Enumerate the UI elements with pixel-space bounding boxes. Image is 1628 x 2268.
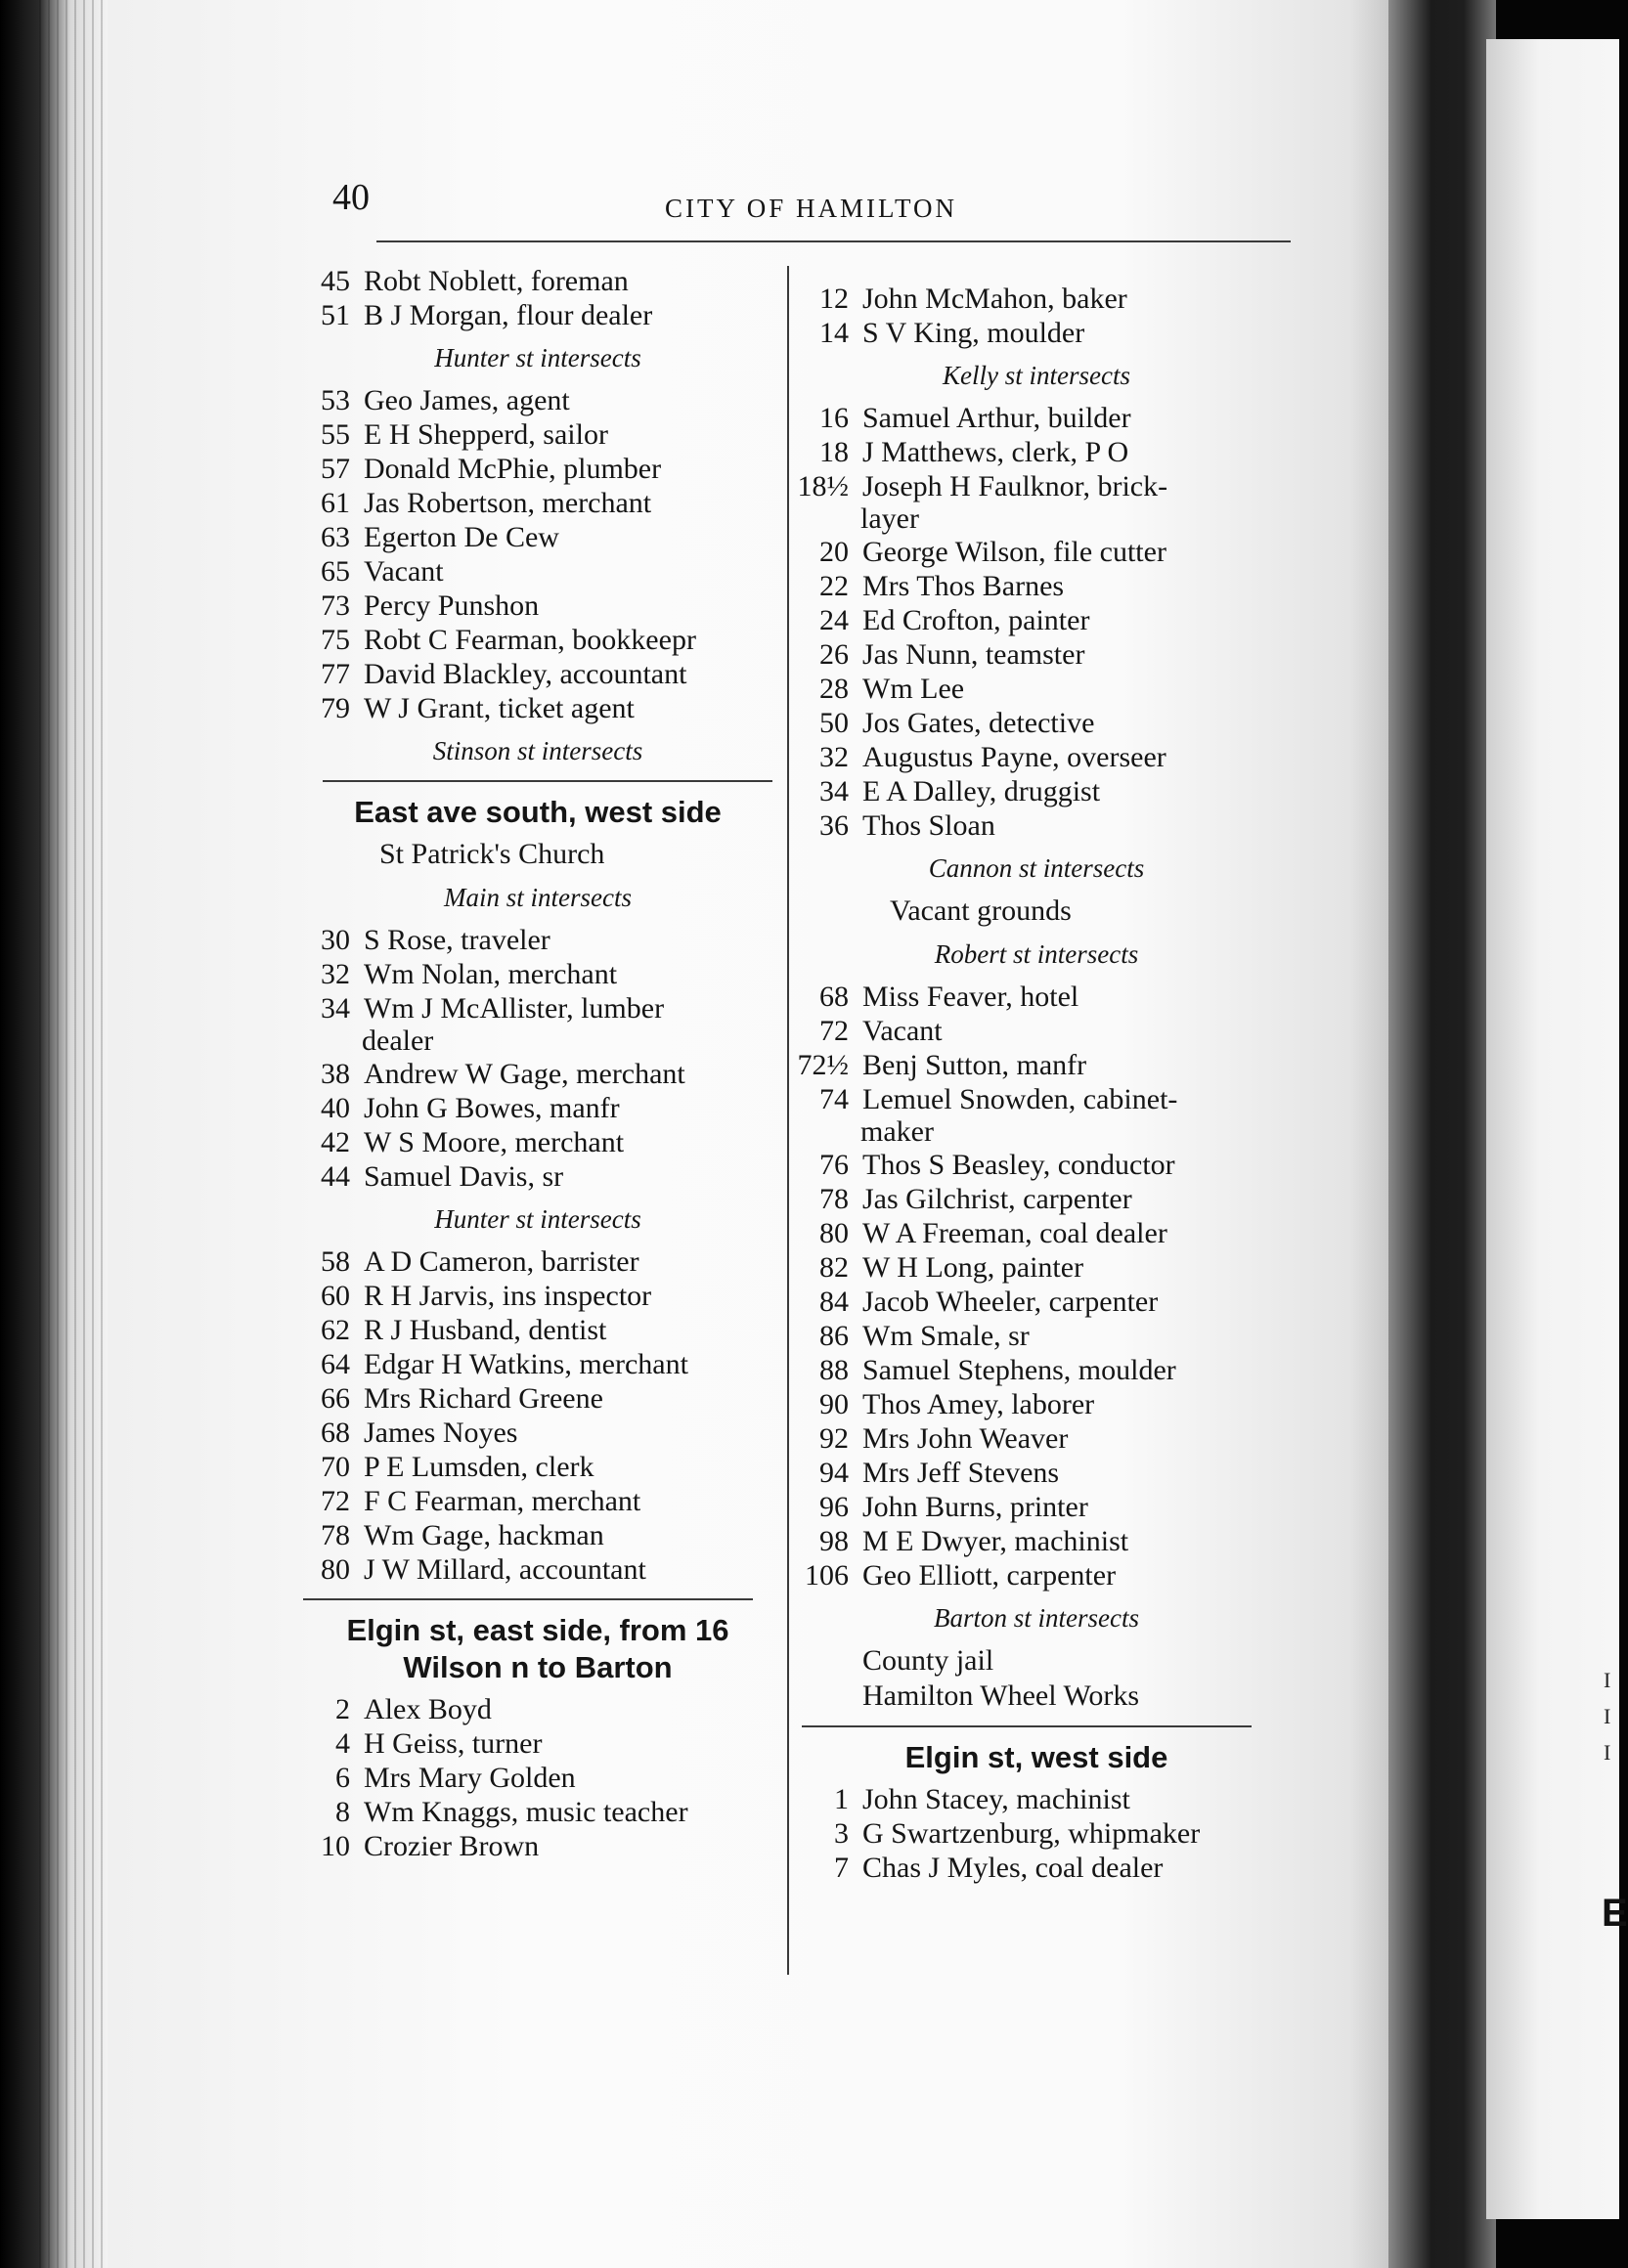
resident-name: Edgar H Watkins, merchant <box>364 1348 688 1380</box>
entry-list <box>293 1692 782 1863</box>
house-number: 78 <box>321 1519 350 1551</box>
section-heading: Elgin st, east side, from 16 <box>346 1613 729 1647</box>
directory-entry <box>293 1450 782 1484</box>
resident-name: Jos Gates, detective <box>862 707 1095 739</box>
entry-continuation: layer <box>860 502 919 535</box>
directory-entry <box>293 1313 782 1347</box>
intersects-note: Cannon st intersects <box>928 853 1145 883</box>
right-column <box>792 282 1281 1885</box>
house-number: 60 <box>321 1280 350 1312</box>
house-number: 58 <box>321 1245 350 1278</box>
directory-entry <box>792 316 1281 350</box>
resident-name: Thos S Beasley, conductor <box>862 1149 1175 1181</box>
resident-name: R J Husband, dentist <box>364 1314 607 1346</box>
resident-name: Miss Feaver, hotel <box>862 981 1079 1013</box>
directory-entry <box>293 1279 782 1313</box>
directory-entry <box>293 383 782 417</box>
section-heading: East ave south, west side <box>354 795 722 829</box>
resident-name: John McMahon, baker <box>862 283 1127 315</box>
directory-entry <box>792 1182 1281 1216</box>
directory-entry <box>293 1159 782 1194</box>
house-number: 30 <box>321 924 350 956</box>
directory-entry <box>293 486 782 520</box>
resident-name: Wm Knaggs, music teacher <box>364 1796 688 1828</box>
directory-entry <box>792 469 1281 503</box>
directory-entry <box>293 417 782 452</box>
house-number: 51 <box>321 299 350 331</box>
entry-list <box>792 1782 1281 1885</box>
resident-name: Samuel Davis, sr <box>364 1160 564 1193</box>
resident-name: W H Long, painter <box>862 1251 1084 1284</box>
house-number: 62 <box>321 1314 350 1346</box>
directory-entry <box>293 264 782 298</box>
resident-name: Vacant <box>364 555 444 588</box>
directory-entry <box>293 1692 782 1726</box>
column-divider <box>787 266 789 1975</box>
resident-name: Joseph H Faulknor, brick- <box>862 470 1168 502</box>
directory-entry <box>792 1014 1281 1048</box>
house-number: 4 <box>335 1727 350 1760</box>
resident-name: S V King, moulder <box>862 317 1085 349</box>
house-number: 78 <box>819 1183 849 1215</box>
resident-name: Mrs Richard Greene <box>364 1382 603 1415</box>
facing-page-fragment: I I I <box>1604 1668 1611 1765</box>
house-number: 2 <box>335 1693 350 1725</box>
entry-list <box>293 1244 782 1587</box>
resident-name: Robt Noblett, foreman <box>364 265 629 297</box>
house-number: 80 <box>321 1553 350 1586</box>
directory-entry <box>293 520 782 554</box>
resident-name: J W Millard, accountant <box>364 1553 646 1586</box>
intersects-note: Hunter st intersects <box>434 343 641 372</box>
house-number: 3 <box>834 1817 849 1850</box>
directory-entry <box>792 1782 1281 1816</box>
directory-entry <box>792 1851 1281 1885</box>
intersects-note: Barton st intersects <box>934 1603 1139 1633</box>
house-number: 70 <box>321 1451 350 1483</box>
resident-name: Jas Robertson, merchant <box>364 487 652 519</box>
directory-entry <box>792 706 1281 740</box>
resident-name: Mrs Jeff Stevens <box>862 1457 1060 1489</box>
vacant-grounds-line: Vacant grounds <box>890 894 1072 927</box>
house-number: 92 <box>819 1422 849 1455</box>
house-number: 68 <box>819 981 849 1013</box>
resident-name: S Rose, traveler <box>364 924 550 956</box>
church-line: St Patrick's Church <box>379 838 605 870</box>
resident-name: Wm Smale, sr <box>862 1320 1030 1352</box>
house-number: 14 <box>819 317 849 349</box>
directory-entry <box>293 1484 782 1518</box>
resident-name: John G Bowes, manfr <box>364 1092 620 1124</box>
page-number: 40 <box>332 177 370 218</box>
section-rule <box>802 1725 1252 1727</box>
resident-name: R H Jarvis, ins inspector <box>364 1280 652 1312</box>
resident-name: James Noyes <box>364 1417 518 1449</box>
directory-entry <box>792 1456 1281 1490</box>
house-number: 53 <box>321 384 350 416</box>
resident-name: Thos Sloan <box>862 809 995 842</box>
county-jail-line: County jail <box>862 1644 994 1677</box>
directory-entry <box>293 957 782 991</box>
directory-entry <box>293 452 782 486</box>
entry-continuation: maker <box>860 1115 934 1148</box>
intersects-note: Main st intersects <box>444 883 632 912</box>
house-number: 74 <box>819 1083 849 1115</box>
directory-entry <box>792 672 1281 706</box>
resident-name: Andrew W Gage, merchant <box>364 1058 685 1090</box>
resident-name: A D Cameron, barrister <box>364 1245 639 1278</box>
directory-entry <box>792 603 1281 637</box>
directory-entry <box>293 1347 782 1381</box>
directory-entry <box>792 637 1281 672</box>
resident-name: Geo Elliott, carpenter <box>862 1559 1117 1592</box>
directory-entry <box>792 1250 1281 1285</box>
resident-name: Augustus Payne, overseer <box>862 741 1166 773</box>
directory-entry <box>293 1244 782 1279</box>
resident-name: P E Lumsden, clerk <box>364 1451 594 1483</box>
entry-list <box>293 264 782 332</box>
intersects-note: Stinson st intersects <box>432 736 643 765</box>
house-number: 55 <box>321 418 350 451</box>
resident-name: Samuel Arthur, builder <box>862 402 1131 434</box>
resident-name: Mrs John Weaver <box>862 1422 1069 1455</box>
facing-page-edge <box>1486 39 1619 2219</box>
house-number: 12 <box>819 283 849 315</box>
directory-entry <box>792 1216 1281 1250</box>
directory-entry <box>293 1381 782 1416</box>
directory-entry <box>792 1285 1281 1319</box>
resident-name: Jas Nunn, teamster <box>862 638 1085 671</box>
house-number: 10 <box>321 1830 350 1862</box>
house-number: 79 <box>321 692 350 724</box>
house-number: 72 <box>321 1485 350 1517</box>
house-number: 50 <box>819 707 849 739</box>
resident-name: W S Moore, merchant <box>364 1126 625 1158</box>
house-number: 90 <box>819 1388 849 1420</box>
resident-name: Mrs Thos Barnes <box>862 570 1065 602</box>
directory-entry <box>293 1552 782 1587</box>
house-number: 18 <box>819 436 849 468</box>
entry-list <box>792 401 1281 843</box>
entry-continuation: dealer <box>362 1025 434 1057</box>
house-number: 64 <box>321 1348 350 1380</box>
house-number: 32 <box>819 741 849 773</box>
page-header <box>328 176 1012 235</box>
directory-entry <box>293 623 782 657</box>
resident-name: M E Dwyer, machinist <box>862 1525 1129 1557</box>
directory-entry <box>293 691 782 725</box>
house-number: 44 <box>321 1160 350 1193</box>
house-number: 1 <box>834 1783 849 1815</box>
directory-entry <box>792 1319 1281 1353</box>
house-number: 61 <box>321 487 350 519</box>
book-gutter <box>1388 0 1496 2268</box>
resident-name: Samuel Stephens, moulder <box>862 1354 1176 1386</box>
header-rule <box>376 240 1291 242</box>
house-number: 73 <box>321 589 350 622</box>
running-title: CITY OF HAMILTON <box>665 194 958 223</box>
house-number: 16 <box>819 402 849 434</box>
resident-name: Jacob Wheeler, carpenter <box>862 1286 1159 1318</box>
resident-name: George Wilson, file cutter <box>862 536 1166 568</box>
entry-list <box>792 980 1281 1592</box>
resident-name: Thos Amey, laborer <box>862 1388 1095 1420</box>
directory-entry <box>293 1518 782 1552</box>
directory-entry <box>293 589 782 623</box>
resident-name: E A Dalley, druggist <box>862 775 1101 807</box>
directory-entry <box>792 808 1281 843</box>
directory-entry <box>792 535 1281 569</box>
directory-entry <box>293 1125 782 1159</box>
section-rule <box>303 1598 753 1600</box>
house-number: 24 <box>819 604 849 636</box>
section-heading-continued: Wilson n to Barton <box>403 1650 673 1684</box>
house-number: 20 <box>819 536 849 568</box>
house-number: 68 <box>321 1417 350 1449</box>
intersects-note: Robert st intersects <box>934 939 1139 969</box>
directory-entry <box>792 1490 1281 1524</box>
house-number: 75 <box>321 624 350 656</box>
resident-name: Wm J McAllister, lumber <box>364 992 665 1025</box>
house-number: 88 <box>819 1354 849 1386</box>
house-number: 28 <box>819 673 849 705</box>
resident-name: E H Shepperd, sailor <box>364 418 608 451</box>
directory-entry <box>792 1387 1281 1421</box>
house-number: 76 <box>819 1149 849 1181</box>
resident-name: Chas J Myles, coal dealer <box>862 1852 1164 1884</box>
directory-entry <box>792 1816 1281 1851</box>
entry-list <box>792 282 1281 350</box>
house-number: 98 <box>819 1525 849 1557</box>
directory-entry <box>792 980 1281 1014</box>
directory-entry <box>293 1829 782 1863</box>
directory-entry <box>792 282 1281 316</box>
resident-name: Wm Lee <box>862 673 965 705</box>
resident-name: Lemuel Snowden, cabinet- <box>862 1083 1178 1115</box>
directory-entry <box>293 1416 782 1450</box>
resident-name: H Geiss, turner <box>364 1727 543 1760</box>
directory-entry <box>792 1421 1281 1456</box>
house-number: 7 <box>834 1852 849 1884</box>
resident-name: F C Fearman, merchant <box>364 1485 641 1517</box>
directory-entry <box>792 774 1281 808</box>
house-number: 106 <box>805 1559 849 1592</box>
directory-entry <box>293 1795 782 1829</box>
resident-name: W A Freeman, coal dealer <box>862 1217 1167 1249</box>
house-number: 45 <box>321 265 350 297</box>
house-number: 26 <box>819 638 849 671</box>
entry-list <box>293 923 782 1194</box>
directory-entry <box>293 657 782 691</box>
directory-entry <box>792 740 1281 774</box>
resident-name: John Stacey, machinist <box>862 1783 1130 1815</box>
house-number: 66 <box>321 1382 350 1415</box>
house-number: 72 <box>819 1015 849 1047</box>
house-number: 34 <box>321 992 350 1025</box>
house-number: 8 <box>335 1796 350 1828</box>
directory-entry <box>792 1353 1281 1387</box>
intersects-note: Hunter st intersects <box>434 1204 641 1234</box>
house-number: 36 <box>819 809 849 842</box>
house-number: 22 <box>819 570 849 602</box>
directory-entry <box>792 569 1281 603</box>
house-number: 86 <box>819 1320 849 1352</box>
resident-name: Percy Punshon <box>364 589 540 622</box>
resident-name: B J Morgan, flour dealer <box>364 299 653 331</box>
house-number: 72½ <box>797 1049 849 1081</box>
resident-name: Robt C Fearman, bookkeepr <box>364 624 696 656</box>
resident-name: Vacant <box>862 1015 943 1047</box>
house-number: 42 <box>321 1126 350 1158</box>
resident-name: Alex Boyd <box>364 1693 492 1725</box>
directory-entry <box>293 554 782 589</box>
house-number: 80 <box>819 1217 849 1249</box>
directory-entry <box>792 1082 1281 1116</box>
directory-entry <box>792 435 1281 469</box>
directory-entry <box>792 1148 1281 1182</box>
house-number: 94 <box>819 1457 849 1489</box>
resident-name: David Blackley, accountant <box>364 658 687 690</box>
wheel-works-line: Hamilton Wheel Works <box>862 1679 1140 1712</box>
directory-entry <box>792 1048 1281 1082</box>
house-number: 32 <box>321 958 350 990</box>
resident-name: Ed Crofton, painter <box>862 604 1090 636</box>
resident-name: W J Grant, ticket agent <box>364 692 635 724</box>
house-number: 34 <box>819 775 849 807</box>
resident-name: J Matthews, clerk, P O <box>862 436 1129 468</box>
directory-entry <box>792 1558 1281 1592</box>
house-number: 65 <box>321 555 350 588</box>
resident-name: G Swartzenburg, whipmaker <box>862 1817 1201 1850</box>
resident-name: Donald McPhie, plumber <box>364 453 662 485</box>
directory-entry <box>293 298 782 332</box>
resident-name: Geo James, agent <box>364 384 570 416</box>
resident-name: Mrs Mary Golden <box>364 1762 576 1794</box>
resident-name: John Burns, printer <box>862 1491 1088 1523</box>
resident-name: Jas Gilchrist, carpenter <box>862 1183 1132 1215</box>
left-column <box>293 264 782 1863</box>
directory-entry <box>792 401 1281 435</box>
resident-name: Wm Nolan, merchant <box>364 958 618 990</box>
directory-entry <box>293 1761 782 1795</box>
house-number: 6 <box>335 1762 350 1794</box>
directory-entry <box>293 991 782 1025</box>
entry-list <box>293 383 782 725</box>
directory-entry <box>293 923 782 957</box>
house-number: 40 <box>321 1092 350 1124</box>
house-number: 38 <box>321 1058 350 1090</box>
house-number: 84 <box>819 1286 849 1318</box>
directory-entry <box>792 1524 1281 1558</box>
resident-name: Egerton De Cew <box>364 521 559 553</box>
section-rule <box>323 780 772 782</box>
directory-entry <box>293 1726 782 1761</box>
facing-page-heading-fragment: E <box>1602 1892 1628 1935</box>
resident-name: Crozier Brown <box>364 1830 540 1862</box>
house-number: 18½ <box>797 470 849 502</box>
house-number: 63 <box>321 521 350 553</box>
house-number: 82 <box>819 1251 849 1284</box>
intersects-note: Kelly st intersects <box>943 361 1130 390</box>
directory-entry <box>293 1057 782 1091</box>
section-heading: Elgin st, west side <box>904 1740 1168 1774</box>
house-number: 96 <box>819 1491 849 1523</box>
house-number: 57 <box>321 453 350 485</box>
house-number: 77 <box>321 658 350 690</box>
resident-name: Wm Gage, hackman <box>364 1519 604 1551</box>
resident-name: Benj Sutton, manfr <box>862 1049 1087 1081</box>
directory-entry <box>293 1091 782 1125</box>
